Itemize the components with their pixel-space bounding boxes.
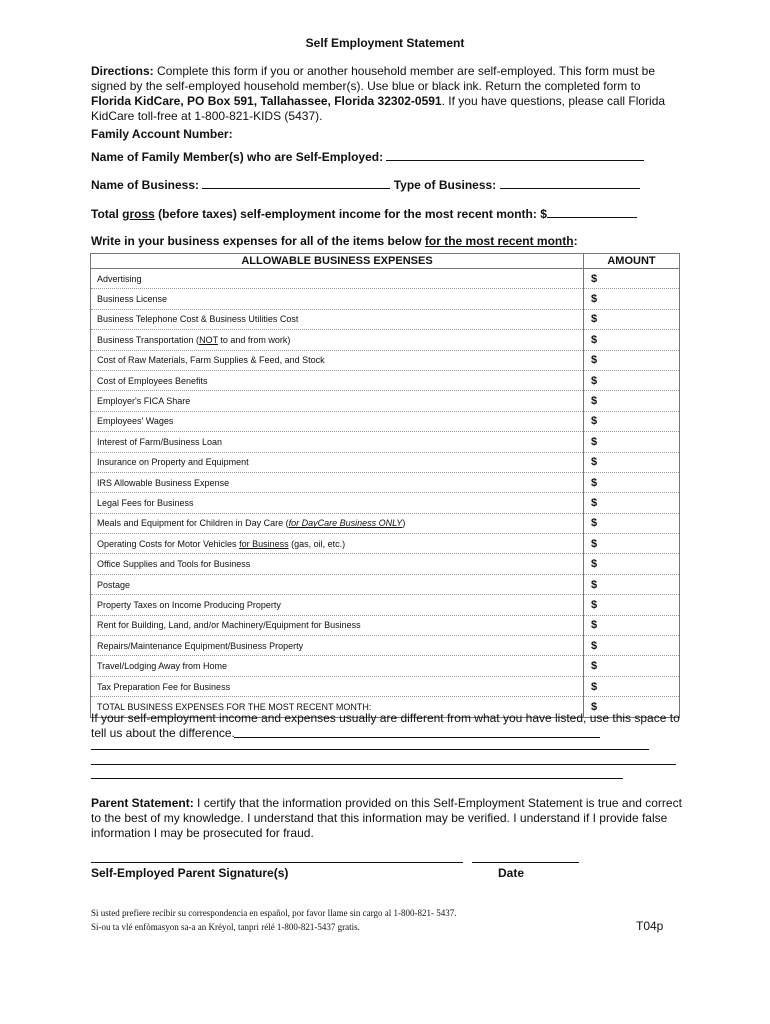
difference-line-1[interactable] [91, 749, 649, 750]
table-row [91, 595, 680, 615]
signature-label: Self-Employed Parent Signature(s) [91, 866, 289, 880]
expense-label-text: Repairs/Maintenance Equipment/Business Property [97, 640, 304, 651]
dollar-sign: $ [591, 456, 598, 469]
table-row [91, 370, 680, 390]
expense-label [91, 370, 584, 390]
expense-label [91, 513, 584, 533]
amount-cell[interactable] [584, 411, 680, 431]
amount-cell[interactable] [584, 391, 680, 411]
expenses-table [90, 253, 680, 718]
total-label: TOTAL BUSINESS EXPENSES FOR THE MOST RECENT MONTH: [91, 697, 584, 717]
table-row [91, 269, 680, 289]
amount-cell[interactable] [584, 432, 680, 452]
expense-label-text: Postage [97, 579, 131, 590]
table-row [91, 289, 680, 309]
table-row [91, 676, 680, 696]
expense-label-text: Travel/Lodging Away from Home [97, 661, 228, 672]
dollar-sign: $ [591, 537, 598, 550]
business-name-blank[interactable] [202, 177, 390, 189]
difference-line-2[interactable] [91, 764, 676, 765]
members-label: Name of Family Member(s) who are Self-Employed: [91, 150, 384, 164]
expense-label-text: Cost of Raw Materials, Farm Supplies & Feed, and Stock [97, 355, 325, 366]
expense-label-text: Tax Preparation Fee for Business [97, 681, 231, 692]
parent-statement [91, 796, 686, 841]
expense-label-text: ) [402, 518, 406, 529]
signature-line[interactable] [91, 862, 463, 863]
business-type-label: Type of Business: [393, 178, 497, 192]
expense-label [91, 636, 584, 656]
table-row [91, 636, 680, 656]
expense-label-text: Employees' Wages [97, 416, 174, 427]
table-row [91, 554, 680, 574]
dollar-sign: $ [591, 578, 598, 591]
dollar-sign: $ [591, 660, 598, 673]
table-row [91, 432, 680, 452]
directions-text: Complete this form if you or another household member are self-employed. This form must be signed by the self-employed household member(s). Use blue or black ink. Return the completed form to [91, 64, 656, 93]
spanish-note: Si usted prefiere recibir su correspondencia en español, por favor llame sin cargo al 1-800-821- 5437. [91, 908, 457, 918]
table-row [91, 574, 680, 594]
directions-label: Directions: [91, 64, 154, 78]
expense-label-text: Insurance on Property and Equipment [97, 457, 249, 468]
expense-label [91, 411, 584, 431]
expense-label-text: Business License [97, 294, 168, 305]
expense-label-text: Advertising [97, 273, 142, 284]
amount-cell[interactable] [584, 513, 680, 533]
dollar-sign: $ [591, 293, 598, 306]
amount-cell[interactable] [584, 472, 680, 492]
dollar-sign: $ [591, 333, 598, 346]
expense-label [91, 391, 584, 411]
amount-cell[interactable] [584, 534, 680, 554]
expense-label [91, 595, 584, 615]
dollar-sign: $ [591, 313, 598, 326]
expense-label-text: Business Telephone Cost & Business Utilities Cost [97, 314, 299, 325]
difference-line-3[interactable] [91, 778, 623, 779]
expense-label [91, 350, 584, 370]
dollar-sign: $ [591, 435, 598, 448]
income-field-row [91, 206, 637, 221]
expense-label-text: Interest of Farm/Business Loan [97, 436, 223, 447]
amount-cell[interactable] [584, 595, 680, 615]
form-code: T04p [636, 919, 664, 933]
expense-label [91, 534, 584, 554]
members-field-row [91, 149, 644, 164]
amount-cell[interactable] [584, 676, 680, 696]
dollar-sign: $ [591, 354, 598, 367]
creole-note: Si-ou ta vlé enfòmasyon sa-a an Kréyol, tanpri rélé 1-800-821-5437 gratis. [91, 922, 360, 932]
dollar-sign: $ [591, 619, 598, 632]
dollar-sign: $ [591, 496, 598, 509]
header-expenses: ALLOWABLE BUSINESS EXPENSES [91, 254, 584, 269]
table-row [91, 309, 680, 329]
expenses-instruction-suffix: : [573, 234, 578, 248]
date-label: Date [498, 866, 525, 880]
difference-line-inline[interactable] [234, 737, 600, 738]
header-amount: AMOUNT [584, 254, 680, 269]
expense-label [91, 269, 584, 289]
expense-label-text: to and from work) [217, 334, 291, 345]
expense-label-text: Operating Costs for Motor Vehicles [97, 538, 240, 549]
amount-cell[interactable] [584, 615, 680, 635]
expense-label [91, 309, 584, 329]
amount-cell[interactable] [584, 574, 680, 594]
dollar-sign: $ [591, 476, 598, 489]
amount-cell[interactable] [584, 493, 680, 513]
table-row [91, 472, 680, 492]
dollar-sign: $ [591, 558, 598, 571]
dollar-sign: $ [591, 374, 598, 387]
table-row [91, 330, 680, 350]
business-type-blank[interactable] [500, 177, 640, 189]
expenses-instruction-prefix: Write in your business expenses for all of the items below [91, 234, 425, 248]
statement-text: I certify that the information provided on this Self-Employment Statement is true and correct to the best of my knowledge. I understand that this information may be verified. I understand if I provide false information I may be prosecuted for fraud. [91, 796, 682, 840]
table-row [91, 656, 680, 676]
expense-label [91, 656, 584, 676]
business-name-label: Name of Business: [91, 178, 200, 192]
table-row [91, 452, 680, 472]
table-row [91, 534, 680, 554]
dollar-sign: $ [591, 415, 598, 428]
amount-cell[interactable] [584, 554, 680, 574]
dollar-sign: $ [591, 272, 598, 285]
expense-label-underlined: for DayCare Business ONLY [288, 518, 403, 529]
expense-label [91, 493, 584, 513]
directions [91, 64, 681, 124]
expense-label [91, 452, 584, 472]
expense-label-text: Meals and Equipment for Children in Day Care ( [97, 518, 289, 529]
expenses-instruction [91, 234, 578, 248]
expense-label [91, 472, 584, 492]
amount-cell[interactable] [584, 350, 680, 370]
members-blank[interactable] [386, 149, 644, 161]
table-header-row [91, 254, 680, 269]
dollar-sign: $ [591, 517, 598, 530]
dollar-sign: $ [591, 639, 598, 652]
income-prefix: Total [91, 207, 123, 221]
income-blank[interactable] [547, 206, 637, 218]
expense-label-text: Business Transportation ( [97, 334, 200, 345]
expense-label [91, 432, 584, 452]
form-title: Self Employment Statement [305, 36, 465, 50]
table-row [91, 350, 680, 370]
expense-label [91, 289, 584, 309]
amount-cell[interactable] [584, 370, 680, 390]
expense-label-text: Property Taxes on Income Producing Property [97, 599, 281, 610]
expense-label [91, 574, 584, 594]
income-suffix: (before taxes) self-employment income for the most recent month: $ [154, 207, 547, 221]
expense-label [91, 554, 584, 574]
expense-label-underlined: NOT [199, 334, 218, 345]
table-row [91, 615, 680, 635]
expense-label-text: Office Supplies and Tools for Business [97, 559, 251, 570]
expense-label-text: Cost of Employees Benefits [97, 375, 208, 386]
amount-cell[interactable] [584, 636, 680, 656]
amount-cell[interactable] [584, 330, 680, 350]
table-row [91, 513, 680, 533]
table-row [91, 493, 680, 513]
dollar-sign: $ [591, 700, 598, 713]
expense-label-text: (gas, oil, etc.) [288, 538, 346, 549]
income-gross: gross [122, 207, 155, 221]
expense-label [91, 615, 584, 635]
difference-text: If your self-employment income and expenses usually are different from what you have listed, use this space to tell us about the difference. [91, 711, 680, 740]
amount-cell[interactable] [584, 309, 680, 329]
business-field-row [91, 177, 640, 192]
expense-label-underlined: for Business [239, 538, 289, 549]
amount-cell[interactable] [584, 289, 680, 309]
expense-label [91, 676, 584, 696]
amount-cell[interactable] [584, 269, 680, 289]
expense-label-text: IRS Allowable Business Expense [97, 477, 230, 488]
dollar-sign: $ [591, 680, 598, 693]
expense-label-text: Employer's FICA Share [97, 396, 191, 407]
table-row [91, 411, 680, 431]
dollar-sign: $ [591, 395, 598, 408]
family-account-label: Family Account Number: [91, 127, 233, 141]
directions-address: Florida KidCare, PO Box 591, Tallahassee, Florida 32302-0591 [91, 94, 442, 108]
expense-label-text: Rent for Building, Land, and/or Machinery/Equipment for Business [97, 620, 361, 631]
statement-label: Parent Statement: [91, 796, 194, 810]
dollar-sign: $ [591, 598, 598, 611]
amount-cell[interactable] [584, 452, 680, 472]
expense-label-text: Legal Fees for Business [97, 497, 194, 508]
expense-label [91, 330, 584, 350]
date-line[interactable] [472, 862, 579, 863]
expenses-instruction-underlined: for the most recent month [424, 234, 574, 248]
table-row [91, 391, 680, 411]
directions-contact: . If you have questions, please call Florida KidCare toll-free at 1-800-821-KIDS (5437). [91, 94, 666, 123]
amount-cell[interactable] [584, 656, 680, 676]
